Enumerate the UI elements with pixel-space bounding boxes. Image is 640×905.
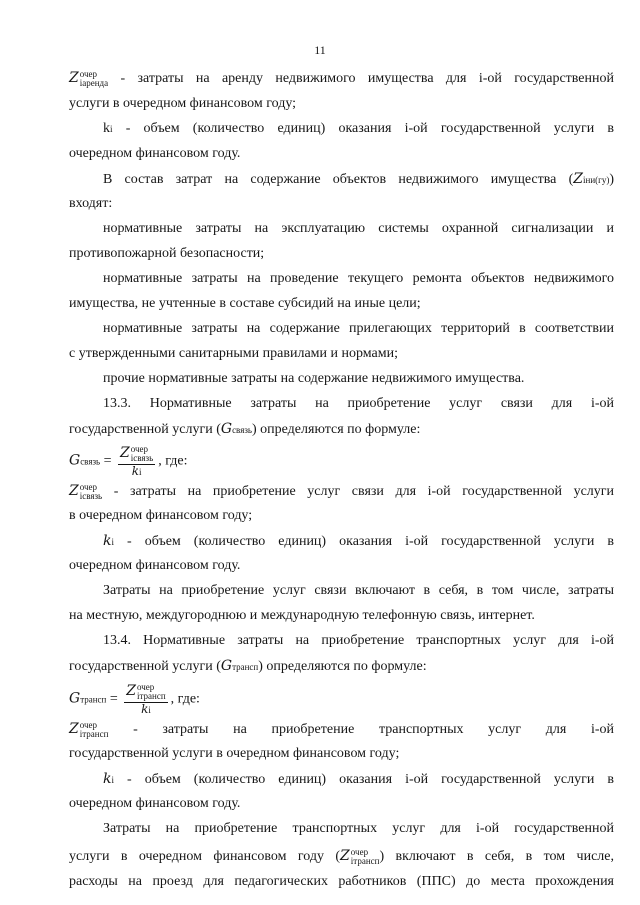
text-line: Затраты на приобретение услуг связи включают в себя, в том числе, затраты xyxy=(103,583,614,598)
section-heading: 13.4. Нормативные затраты на приобретение транспортных услуг для i-ой xyxy=(103,633,614,648)
math-symbol: k xyxy=(103,533,112,549)
math-symbol: Z xyxy=(126,683,136,700)
superscript: очер xyxy=(79,482,98,492)
text-line xyxy=(103,121,614,137)
superscript: очер xyxy=(79,69,98,79)
subscript: iсвязь xyxy=(130,453,154,463)
text: - затраты на аренду недвижимого имущества для i-ой государственной xyxy=(120,71,614,87)
text-line xyxy=(69,658,427,675)
math-symbol: Z xyxy=(69,483,79,500)
text-line xyxy=(103,771,614,788)
text-line: нормативные затраты на содержание прилегающих территорий в соответствии xyxy=(103,321,614,336)
formula-svyaz xyxy=(69,445,187,478)
text: ) определяются по формуле: xyxy=(258,659,427,674)
text-line: государственной услуги в очередном финансовом году; xyxy=(69,746,400,761)
text: - объем (количество единиц) оказания i-ой государственной услуги в xyxy=(125,121,615,136)
text: ) включают в себя, в том числе, xyxy=(379,849,614,864)
subscript: iтрансп xyxy=(79,729,109,739)
text-line: входят: xyxy=(69,196,113,211)
text-line: очередном финансовом году. xyxy=(69,146,241,161)
text-line xyxy=(69,70,614,88)
text-line: имущества, не учтенные в составе субсидий на иные цели; xyxy=(69,296,421,311)
text-line: расходы на проезд для педагогических работников (ППС) до места прохождения xyxy=(69,874,614,889)
text: государственной услуги ( xyxy=(69,659,221,674)
text-line: В состав затрат на содержание объектов недвижимого имущества (Ziни(гу)) xyxy=(103,171,614,187)
math-symbol: G xyxy=(69,690,81,707)
subscript: i xyxy=(111,537,114,547)
equals-sign: = xyxy=(103,453,112,469)
text-line: услуги в очередном финансовом году; xyxy=(69,96,297,111)
text-line: противопожарной безопасности; xyxy=(69,246,265,261)
text-line: на местную, междугороднюю и международную телефонную связь, интернет. xyxy=(69,608,535,623)
text-line: в очередном финансовом году; xyxy=(69,508,253,523)
equals-sign: = xyxy=(109,691,118,707)
math-symbol: G xyxy=(220,421,233,437)
formula-transp xyxy=(69,683,200,716)
math-symbol: k xyxy=(103,771,112,787)
superscript: очер xyxy=(79,720,98,730)
math-symbol: Z xyxy=(69,721,79,738)
subscript: i xyxy=(110,124,113,134)
text: - затраты на приобретение услуг связи для i-ой государственной услуги xyxy=(113,484,614,500)
text: - затраты на приобретение транспортных услуг для i-ой xyxy=(133,722,614,738)
text-line xyxy=(69,421,420,438)
text-line xyxy=(69,846,614,867)
math-symbol: Z xyxy=(69,70,79,87)
text: ) определяются по формуле: xyxy=(252,422,421,437)
text-line: прочие нормативные затраты на содержание недвижимого имущества. xyxy=(103,371,525,386)
text-line: с утвержденными санитарными правилами и нормами; xyxy=(69,346,399,361)
text-line: нормативные затраты на проведение текущего ремонта объектов недвижимого xyxy=(103,271,614,286)
text: государственной услуги ( xyxy=(69,422,221,437)
fraction xyxy=(118,445,155,478)
subscript: iсвязь xyxy=(79,491,103,501)
math-symbol: Z xyxy=(573,171,583,187)
math-symbol: Z xyxy=(340,848,350,864)
text-line: очередном финансовом году. xyxy=(69,796,241,811)
section-heading: 13.3. Нормативные затраты на приобретение услуг связи для i-ой xyxy=(103,396,614,411)
text: , где: xyxy=(158,453,188,469)
subscript: iни(гу) xyxy=(583,175,610,185)
superscript: очер xyxy=(130,444,149,454)
math-symbol: k xyxy=(141,702,149,716)
math-symbol: Z xyxy=(120,445,130,462)
text: - объем (количество единиц) оказания i-ой государственной услуги в xyxy=(127,772,614,787)
subscript: трансп xyxy=(80,694,107,705)
text-line: нормативные затраты на эксплуатацию системы охранной сигнализации и xyxy=(103,221,614,236)
subscript: iтрансп xyxy=(137,691,166,701)
math-symbol: k xyxy=(131,464,139,478)
text-line xyxy=(69,483,614,501)
math-symbol: G xyxy=(69,452,81,469)
fraction xyxy=(124,683,167,716)
subscript: iаренда xyxy=(79,78,109,88)
superscript: очер xyxy=(350,846,369,857)
text-line: очередном финансовом году. xyxy=(69,558,241,573)
text: , где: xyxy=(170,691,200,707)
text-line xyxy=(69,721,614,739)
subscript: i xyxy=(148,705,151,715)
subscript: связь xyxy=(80,456,101,467)
subscript: iтрансп xyxy=(350,855,380,866)
text: k xyxy=(103,121,110,136)
subscript: трансп xyxy=(232,662,259,672)
math-symbol: G xyxy=(220,658,233,674)
text-line: Затраты на приобретение транспортных услуг для i-ой государственной xyxy=(103,821,614,836)
subscript: i xyxy=(111,775,114,785)
text: - объем (количество единиц) оказания i-ой государственной услуги в xyxy=(127,534,614,549)
subscript: i xyxy=(139,467,142,477)
superscript: очер xyxy=(137,682,155,692)
text: В состав затрат на содержание объектов недвижимого имущества ( xyxy=(103,172,574,187)
page-number: 11 xyxy=(314,43,326,57)
subscript: связь xyxy=(232,425,252,435)
text-line xyxy=(103,533,614,550)
text: услуги в очередном финансовом году ( xyxy=(69,849,341,864)
